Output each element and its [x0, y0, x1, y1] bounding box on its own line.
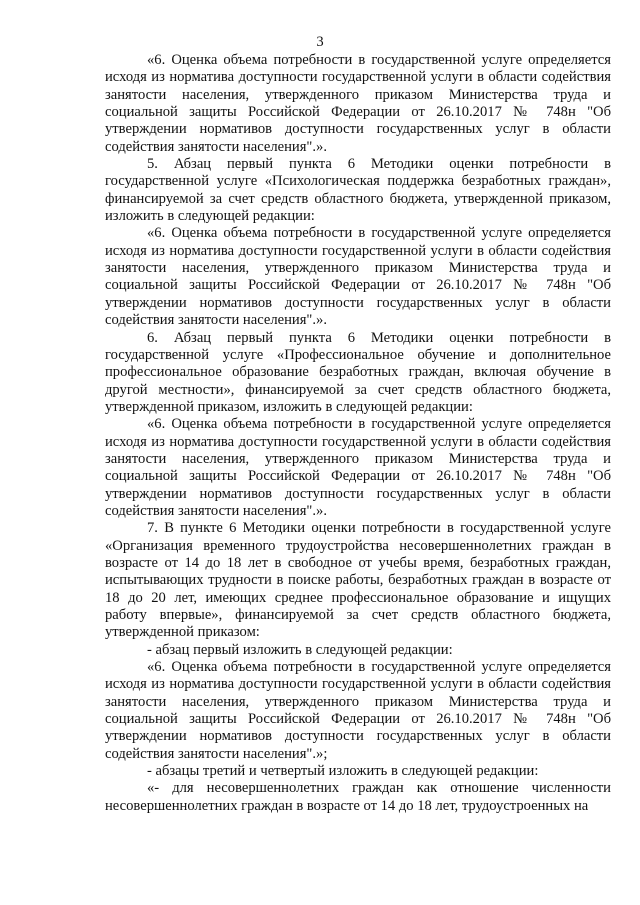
- document-body: [105, 52, 611, 815]
- paragraph-subitem-third-fourth: - абзацы третий и четвертый изложить в следующей редакции:: [147, 763, 539, 780]
- paragraph-quote-1: «6. Оценка объема потребности в государственной услуге определяется исходя из норматива доступности государственной услуги в области содействия занятости населения, утвержденного приказом Министерства труда и социальной защиты Российской Федерации от 26.10.2017 № 748н "Об утверждении нормативов доступности государственных услуг в области содействия занятости населения".».: [105, 52, 611, 155]
- paragraph-quote-3: «6. Оценка объема потребности в государственной услуге определяется исходя из норматива доступности государственной услуги в области содействия занятости населения, утвержденного приказом Министерства труда и социальной защиты Российской Федерации от 26.10.2017 № 748н "Об утверждении нормативов доступности государственных услуг в области содействия занятости населения".».: [105, 416, 611, 519]
- paragraph-quote-2: «6. Оценка объема потребности в государственной услуге определяется исходя из норматива доступности государственной услуги в области содействия занятости населения, утвержденного приказом Министерства труда и социальной защиты Российской Федерации от 26.10.2017 № 748н "Об утверждении нормативов доступности государственных услуг в области содействия занятости населения".».: [105, 225, 611, 329]
- paragraph-item-6: 6. Абзац первый пункта 6 Методики оценки потребности в государственной услуге «Профессиональное обучение и дополнительное профессиональное образование безработных граждан, включая обучение в другой местности», финансируемой за счет средств областного бюджета, утвержденной приказом, изложить в следующей редакции:: [105, 329, 611, 415]
- paragraph-item-7: 7. В пункте 6 Методики оценки потребности в государственной услуге «Организация временного трудоустройства несовершеннолетних граждан в возрасте от 14 до 18 лет в свободное от учебы время, безработных граждан, испытывающих трудности в поиске работы, безработных граждан в возрасте от 18 до 20 лет, имеющих среднее профессиональное образование и ищущих работу впервые», финансируемой за счет средств областного бюджета, утвержденной приказом:: [105, 520, 611, 641]
- page-number: 3: [316, 34, 324, 50]
- paragraph-item-5: 5. Абзац первый пункта 6 Методики оценки потребности в государственной услуге «Психологическая поддержка безработных граждан», финансируемой за счет средств областного бюджета, утвержденной приказом, изложить в следующей редакции:: [105, 156, 611, 225]
- paragraph-quote-5: «- для несовершеннолетних граждан как отношение численности несовершеннолетних граждан в возрасте от 14 до 18 лет, трудоустроенных на: [105, 780, 611, 814]
- paragraph-subitem-first: - абзац первый изложить в следующей редакции:: [147, 641, 453, 658]
- paragraph-quote-4: «6. Оценка объема потребности в государственной услуге определяется исходя из норматива доступности государственной услуги в области содействия занятости населения, утвержденного приказом Министерства труда и социальной защиты Российской Федерации от 26.10.2017 № 748н "Об утверждении нормативов доступности государственных услуг в области содействия занятости населения".»;: [105, 659, 611, 762]
